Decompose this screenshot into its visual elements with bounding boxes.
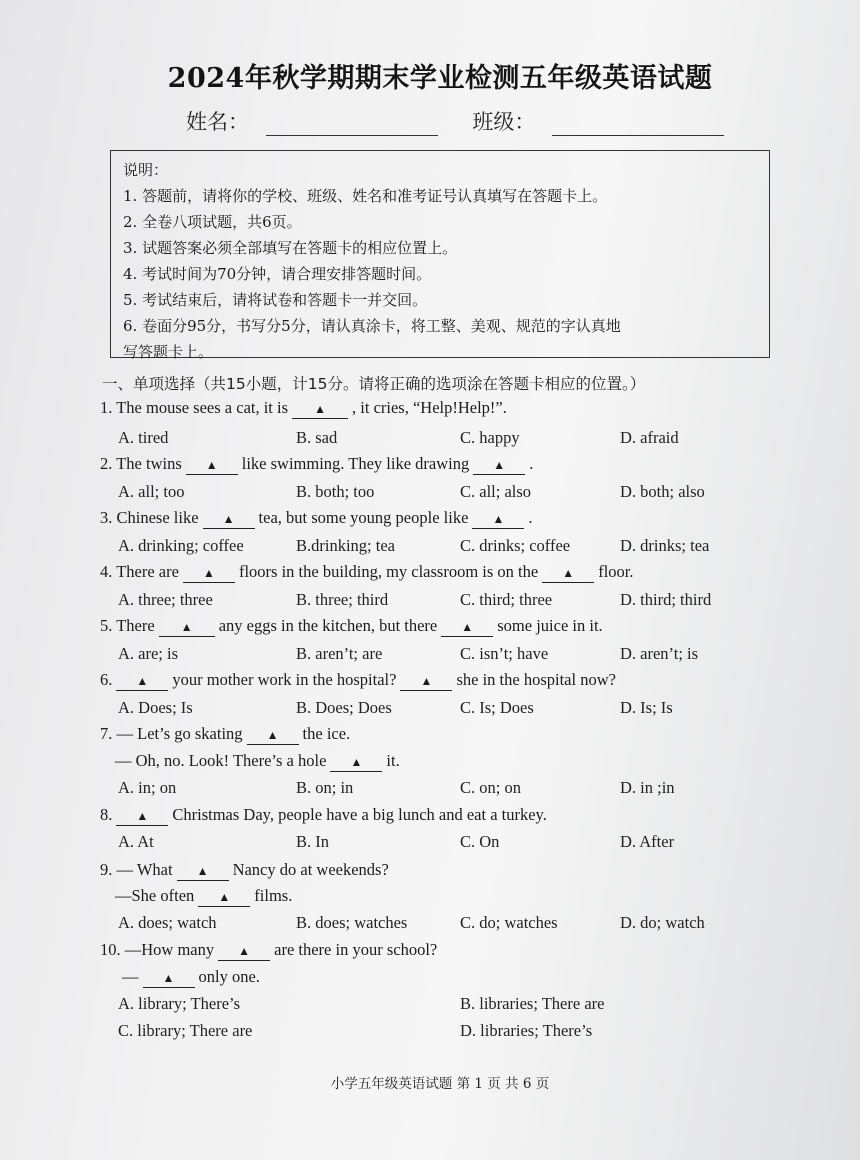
question-text: 1. The mouse sees a cat, it is [100, 398, 289, 417]
question-9 [100, 860, 389, 881]
option-c: C. happy [460, 428, 520, 447]
question-text: some juice in it. [497, 616, 603, 635]
option-b: B. Does; Does [296, 698, 392, 717]
question-text: floor. [598, 562, 634, 581]
option-b: B. both; too [296, 482, 375, 501]
question-text: 2. The twins [100, 454, 182, 473]
question-text: 9. — What [100, 860, 173, 879]
option-d: D. aren’t; is [620, 644, 699, 663]
instructions-box [110, 150, 770, 361]
option-d: D. both; also [620, 482, 705, 501]
question-10-reply [122, 967, 260, 988]
option-c: C. Is; Does [460, 698, 534, 717]
instruction-item: 4. 考试时间为70分钟，请合理安排答题时间。 [123, 265, 432, 283]
question-2 [100, 454, 533, 475]
answer-blank: ▲ [203, 512, 255, 529]
option-a: A. all; too [118, 482, 185, 501]
question-text: 6. [100, 670, 113, 689]
option-a: A. in; on [118, 778, 177, 797]
question-10 [100, 940, 437, 961]
instruction-item: 5. 考试结束后，请将试卷和答题卡一并交回。 [123, 291, 428, 309]
question-text: your mother work in the hospital? [172, 670, 397, 689]
question-text: films. [254, 886, 293, 905]
instruction-item: 1. 答题前，请将你的学校、班级、姓名和准考证号认真填写在答题卡上。 [123, 187, 608, 205]
answer-blank: ▲ [247, 728, 299, 745]
answer-blank: ▲ [292, 402, 348, 419]
question-text: , it cries, “Help!Help!”. [352, 398, 507, 417]
option-b: B. sad [296, 428, 338, 447]
name-label: 姓名： [186, 110, 249, 134]
answer-blank: ▲ [441, 620, 493, 637]
question-text: she in the hospital now? [456, 670, 616, 689]
answer-blank: ▲ [159, 620, 215, 637]
class-label: 班级： [472, 110, 536, 134]
answer-blank: ▲ [186, 458, 238, 475]
answer-blank: ▲ [116, 809, 168, 826]
answer-blank: ▲ [400, 674, 452, 691]
instruction-item: 6. 卷面分95分，书写分5分，请认真涂卡，将工整、美观、规范的字认真地 [123, 317, 621, 335]
option-a: A. Does; Is [118, 698, 193, 717]
question-text: Nancy do at weekends? [232, 860, 389, 879]
instruction-item: 2. 全卷八项试题，共6页。 [123, 213, 302, 231]
answer-blank: ▲ [198, 890, 250, 907]
option-c: C. do; watches [460, 913, 558, 932]
answer-blank: ▲ [330, 755, 382, 772]
option-c: C. third; three [460, 590, 553, 609]
option-d: D. After [620, 832, 675, 851]
section-title: 一、单项选择（共15小题，计15分。请将正确的选项涂在答题卡相应的位置。） [102, 375, 646, 393]
question-text: . [529, 454, 534, 473]
question-text: . [528, 508, 533, 527]
question-text: the ice. [302, 724, 351, 743]
option-c: C. all; also [460, 482, 532, 501]
question-text: it. [386, 751, 400, 770]
option-c: C. drinks; coffee [460, 536, 571, 555]
option-b: B. on; in [296, 778, 354, 797]
instructions-heading: 说明： [123, 161, 169, 179]
question-5 [100, 616, 603, 637]
answer-blank: ▲ [143, 971, 195, 988]
option-a: A. At [118, 832, 154, 851]
instruction-item: 3. 试题答案必须全部填写在答题卡的相应位置上。 [123, 239, 458, 257]
option-b: B. three; third [296, 590, 389, 609]
question-text: 8. [100, 805, 113, 824]
answer-blank: ▲ [218, 944, 270, 961]
question-4 [100, 562, 634, 583]
question-text: —She often [115, 886, 195, 905]
option-b: B.drinking; tea [296, 536, 395, 555]
option-c: C. isn’t; have [460, 644, 549, 663]
option-a: A. does; watch [118, 913, 217, 932]
option-d: D. afraid [620, 428, 679, 447]
question-7-reply [115, 751, 400, 772]
option-b: B. does; watches [296, 913, 408, 932]
option-c: C. On [460, 832, 500, 851]
question-1 [100, 398, 507, 419]
question-text: Christmas Day, people have a big lunch and eat a turkey. [172, 805, 547, 824]
question-text: any eggs in the kitchen, but there [218, 616, 438, 635]
answer-blank: ▲ [116, 674, 168, 691]
option-a: A. tired [118, 428, 169, 447]
question-text: like swimming. They like drawing [241, 454, 470, 473]
question-text: — [122, 967, 139, 986]
option-b: B. aren’t; are [296, 644, 383, 663]
question-6 [100, 670, 616, 691]
question-text: 10. —How many [100, 940, 215, 959]
answer-blank: ▲ [473, 458, 525, 475]
option-d: D. third; third [620, 590, 712, 609]
answer-blank: ▲ [183, 566, 235, 583]
class-blank[interactable] [552, 113, 724, 136]
option-d: D. do; watch [620, 913, 705, 932]
option-b: B. In [296, 832, 329, 851]
question-text: 5. There [100, 616, 155, 635]
instruction-item: 写答题卡上。 [123, 343, 214, 361]
question-text: only one. [198, 967, 260, 986]
name-blank[interactable] [266, 113, 438, 136]
question-text: 7. — Let’s go skating [100, 724, 243, 743]
answer-blank: ▲ [472, 512, 524, 529]
question-text: — Oh, no. Look! There’s a hole [115, 751, 327, 770]
option-a: A. library; There’s [118, 994, 241, 1013]
question-text: floors in the building, my classroom is on the [238, 562, 539, 581]
option-c: C. on; on [460, 778, 521, 797]
question-text: are there in your school? [274, 940, 438, 959]
exam-title: 2024年秋学期期末学业检测五年级英语试题 [167, 63, 713, 94]
option-a: A. drinking; coffee [118, 536, 244, 555]
question-8 [100, 805, 547, 826]
question-3 [100, 508, 533, 529]
question-text: tea, but some young people like [258, 508, 469, 527]
option-d: D. in ;in [620, 778, 675, 797]
page-footer: 小学五年级英语试题 第 1 页 共 6 页 [330, 1076, 550, 1092]
question-7 [100, 724, 350, 745]
question-text: 3. Chinese like [100, 508, 199, 527]
option-c: C. library; There are [118, 1021, 253, 1040]
option-d: D. Is; Is [620, 698, 673, 717]
student-info-row [186, 106, 724, 136]
question-text: 4. There are [100, 562, 179, 581]
option-a: A. are; is [118, 644, 179, 663]
answer-blank: ▲ [542, 566, 594, 583]
option-d: D. drinks; tea [620, 536, 710, 555]
option-d: D. libraries; There’s [460, 1021, 593, 1040]
question-9-reply [115, 886, 292, 907]
answer-blank: ▲ [177, 864, 229, 881]
option-a: A. three; three [118, 590, 213, 609]
option-b: B. libraries; There are [460, 994, 605, 1013]
